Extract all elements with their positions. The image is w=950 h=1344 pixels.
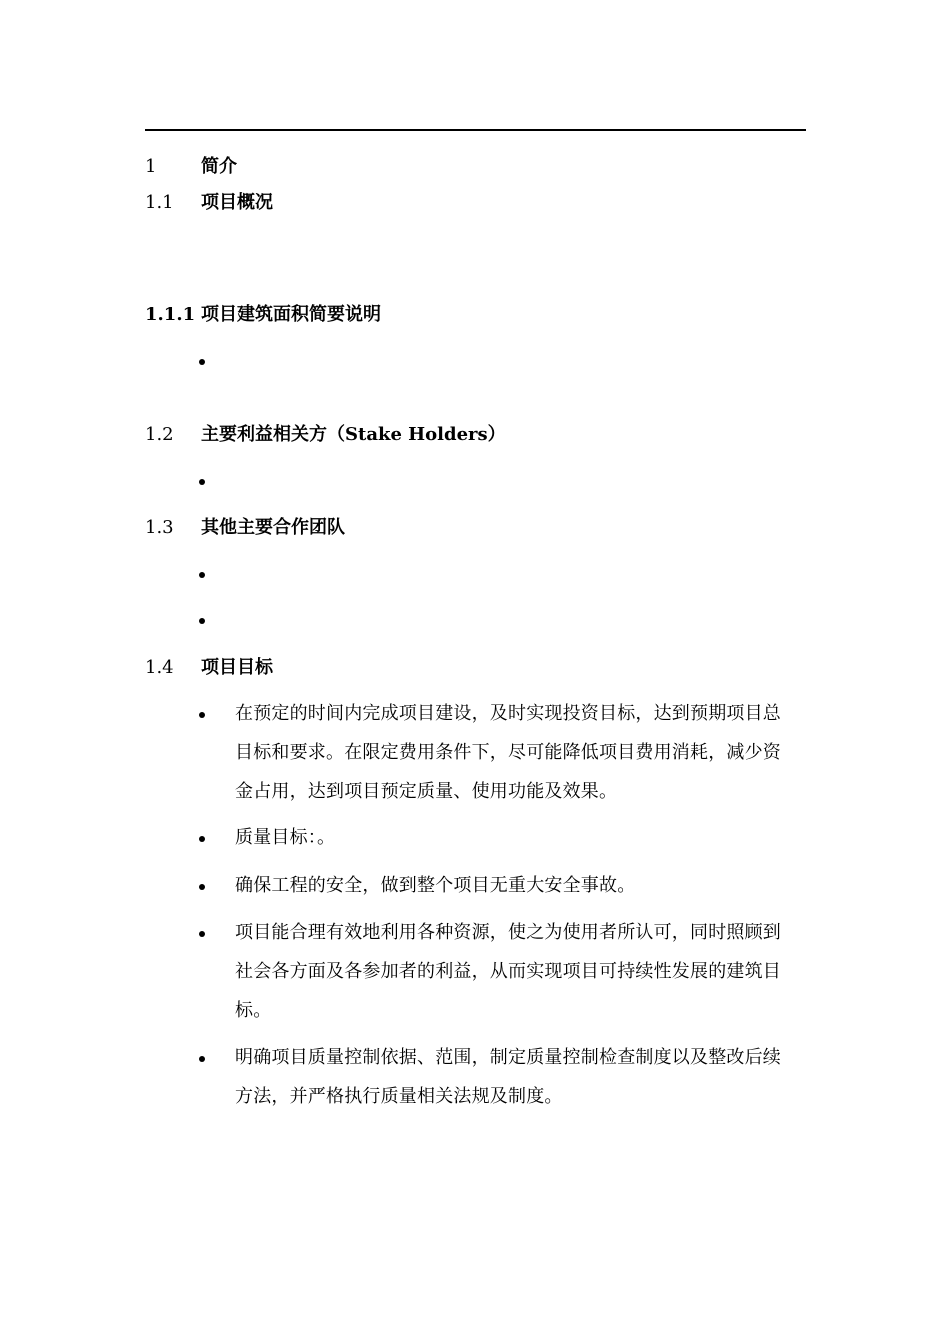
- heading-1-4-title: 项目目标: [201, 657, 273, 678]
- goal-text: 确保工程的安全，做到整个项目无重大安全事故。: [235, 875, 636, 896]
- goal-text: 质量目标：。: [235, 827, 336, 848]
- heading-1-number: 1: [145, 156, 157, 177]
- bullet-dot: [199, 884, 205, 890]
- heading-1-1-1-title: 项目建筑面积简要说明: [201, 304, 381, 325]
- goal-item-2: [199, 818, 799, 858]
- heading-1-2-title: 主要利益相关方（Stake Holders）: [201, 424, 506, 445]
- heading-1-1-title: 项目概况: [201, 192, 273, 213]
- header-rule: [145, 129, 806, 131]
- bullet-dot: [199, 836, 205, 842]
- bullet-dot: [199, 618, 205, 624]
- bullet-dot: [199, 1056, 205, 1062]
- goal-item-4: [199, 913, 799, 1033]
- empty-bullet-area: [199, 348, 211, 374]
- empty-bullet-stakeholders: [199, 468, 211, 494]
- goal-text: 项目能合理有效地利用各种资源，使之为使用者所认可，同时照顾到社会各方面及各参加者的利益，从而实现项目可持续性发展的建筑目标。: [235, 922, 781, 1021]
- goal-item-5: [199, 1038, 799, 1118]
- bullet-marker: [199, 1038, 211, 1078]
- bullet-marker: [199, 866, 211, 906]
- heading-1-title: 简介: [201, 156, 237, 177]
- heading-1-3-number: 1.3: [145, 517, 174, 538]
- bullet-dot: [199, 572, 205, 578]
- empty-bullet-team-2: [199, 607, 211, 633]
- heading-1-2-number: 1.2: [145, 424, 174, 445]
- goal-text: 明确项目质量控制依据、范围，制定质量控制检查制度以及整改后续方法，并严格执行质量相关法规及制度。: [235, 1047, 781, 1107]
- heading-1: [145, 154, 237, 180]
- heading-1-1-number: 1.1: [145, 192, 174, 213]
- heading-1-2: [145, 422, 506, 448]
- goal-item-3: [199, 866, 799, 906]
- heading-1-3: [145, 515, 345, 541]
- heading-1-3-title: 其他主要合作团队: [201, 517, 345, 538]
- heading-1-4-number: 1.4: [145, 657, 174, 678]
- bullet-dot: [199, 479, 205, 485]
- empty-bullet-team-1: [199, 561, 211, 587]
- goal-text: 在预定的时间内完成项目建设，及时实现投资目标，达到预期项目总目标和要求。在限定费用条件下，尽可能降低项目费用消耗，减少资金占用，达到项目预定质量、使用功能及效果。: [235, 703, 781, 802]
- heading-1-1-1: [145, 302, 381, 328]
- bullet-dot: [199, 712, 205, 718]
- bullet-marker: [199, 694, 211, 734]
- goal-item-1: [199, 694, 799, 814]
- bullet-dot: [199, 931, 205, 937]
- bullet-marker: [199, 818, 211, 858]
- bullet-marker: [199, 913, 211, 953]
- heading-1-4: [145, 655, 273, 681]
- heading-1-1: [145, 190, 273, 216]
- heading-1-1-1-number: 1.1.1: [145, 304, 196, 325]
- bullet-dot: [199, 359, 205, 365]
